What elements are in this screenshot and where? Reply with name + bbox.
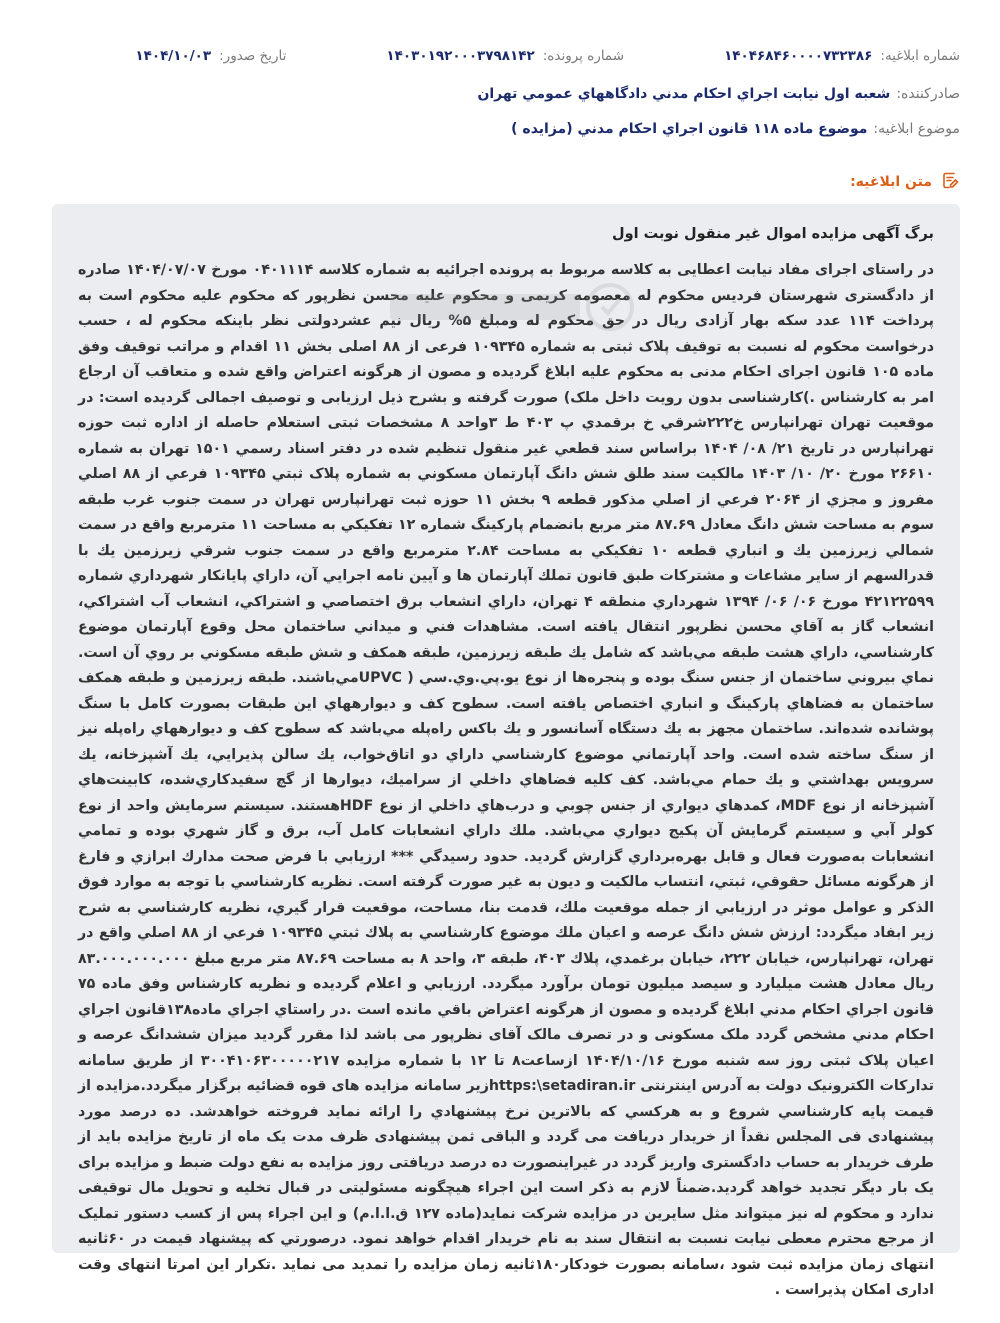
case-number [386,48,624,64]
subject-line [40,121,960,137]
meta-row [40,48,960,64]
case-number-label: شماره پرونده: [542,48,625,64]
case-number-value: ۱۴۰۳۰۱۹۲۰۰۰۳۷۹۸۱۴۲ [386,48,535,64]
issuer-value: شعبه اول نيابت اجراي احكام مدني دادگاههاي عمومي تهران [477,86,891,102]
issue-date-label: تاريخ صدور: [219,48,287,64]
issue-date [135,48,286,64]
notice-text-title-label: متن ابلاغيه: [850,174,932,190]
notice-heading: برگ آگهی مزایده اموال غیر منقول نوبت اول [612,226,934,242]
notice-body: در راستای اجرای مفاد نیابت اعطایی به کلاسه مربوط به پرونده اجرائیه به شماره کلاسه ۰۴۰۱۱۱۴ مورخ ۱۴۰۴/۰۷/۰۷ صادره از دادگستری شهرستان فردیس محکوم له معصومه کریمی و محکوم علیه محسن نظرپور که محکوم علیه محکوم است به پرداخت ۱۱۴ عدد سکه بهار آزادی ریال در حق محکوم له ومبلغ ۵% ریال نیم عشردولتی نظر باینکه محکوم له ، حسب درخواست محکوم له نسبت به توقیف پلاک ثبتی به شماره ۱۰۹۳۴۵ فرعی از ۸۸ اصلی بخش ۱۱ اقدام و مراتب توقیف وفق ماده ۱۰۵ قانون اجرای احکام مدنی به محکوم علیه ابلاغ گردیده و مصون از هرگونه اعتراض واقع شده و متعاقب آن ارجاع امر به کارشناس .)کارشناسی بدون رویت داخل ملک) صورت گرفته و بشرح ذیل ارزیابی و توصیف اجمالی گردیده است: در موقعیت تهران تهرانپارس خ۲۲۲شرقي خ برقمدي پ ۴۰۳ ط ۳واحد ۸ مشخصات ثبتی استعلام حاصله از اداره ثبت حوزه تهرانپارس در تاریخ ۲۱/ ۰۸/ ۱۴۰۴ براساس سند قطعي غير منقول تنظيم شده در دفتر اسناد رسمي ۱۵۰۱ تهران به شماره ۲۶۶۱۰ مورخ ۲۰/ ۱۰/ ۱۴۰۳ مالکيت سند طلق شش دانگ آپارتمان مسکوني به شماره پلاک ثبتي ۱۰۹۳۴۵ فرعي از ۸۸ اصلي مفروز و مجزي از ۲۰۶۴ فرعي از اصلي مذکور قطعه ۹ بخش ۱۱ حوزه ثبت تهرانپارس تهران در سمت جنوب غرب طبقه سوم به مساحت شش دانگ معادل ۸۷.۶۹ متر مربع بانضمام پارکينگ شماره ۱۲ تفکيکي به مساحت ۱۱ مترمربع واقع در سمت شمالي زيرزمين يك و انباري قطعه ۱۰ تفکيکي به مساحت ۲.۸۴ مترمربع واقع در سمت جنوب شرقي زيرزمين يك با قدرالسهم از ساير مشاعات و مشترکات طبق قانون تملك آپارتمان ها و آيين نامه اجرايي آن، داراي پايانکار شهرداري شماره ۴۲۱۲۲۵۹۹ مورخ ۰۶/ ۰۶/ ۱۳۹۴ شهرداري منطقه ۴ تهران، داراي انشعاب برق اختصاصي و اشتراکي، انشعاب آب اشتراکي، انشعاب گاز به آقاي محسن نظرپور انتقال يافته است. مشاهدات فني و ميداني ساختمان محل وقوع آپارتمان موضوع کارشناسي، داراي هشت طبقه مي‌باشد كه شامل يك طبقه زيرزمين، طبقه همكف و شش طبقه مسكوني بر روي آن است. نماي بيروني ساختمان از جنس سنگ بوده و پنجره‌ها از نوع يو.پي.وي.سي ( UPVCمي‌باشند. طبقه زيرزمين و طبقه همكف ساختمان به فضاهاي پاركينگ و انباري اختصاص يافته است. سطوح كف و ديوارههاي اين طبقات بصورت کامل با سنگ پوشانده شده‌اند. ساختمان مجهز به يك دستگاه آسانسور و يك باكس راه‌پله مي‌باشد كه سطوح كف و ديوارههاي راه‌پله نيز از سنگ ساخته شده است. واحد آپارتماني موضوع كارشناسي داراي دو اتاق‌خواب، يك سالن پذيرايي، يك آشپزخانه، يك سرويس بهداشتي و يك حمام مي‌باشد. كف كليه فضاهاي داخلي از سراميك، ديوارها از گچ سفيدكاري‌شده، كابينت‌هاي آشپزخانه از نوع MDF، كمدهاي ديواري از جنس چوبي و درب‌هاي داخلي از نوع HDFهستند. سيستم سرمايش واحد از نوع كولر آبي و سيستم گرمايش آن پكيج ديواري مي‌باشد. ملك داراي انشعابات كامل آب، برق و گاز شهري بوده و تمامي انشعابات به‌صورت فعال و قابل بهره‌برداري گزارش گرديد. حدود رسيدگي *** ارزيابي با فرض صحت مدارك ابرازي و فارغ از هرگونه مسائل حقوقي، ثبتي، انتساب مالكيت و ديون به غير صورت گرفته است. نظريه كارشناسي با توجه به موارد فوق الذكر و عوامل موثر در ارزيابي از جمله موقعيت ملك، قدمت بنا، مساحت، موقعيت قرار گيري، نظريه كارشناسي به شرح زير ابفاد ميگردد: ارزش شش دانگ عرصه و اعيان ملك موضوع كارشناسي به پلاك ثبتي ۱۰۹۳۴۵ فرعي از ۸۸ اصلي واقع در تهران، تهرانپارس، خيابان ۲۲۲، خيابان برغمدي، پلاك ۴۰۳، طبقه ۳، واحد ۸ به مساحت ۸۷.۶۹ متر مربع مبلغ ۸۳.۰۰۰.۰۰۰.۰۰۰ ريال معادل هشت ميليارد و سيصد ميليون تومان برآورد ميگردد. ارزيابي و اعلام گرديده و نظريه كارشناس وفق ماده ۷۵ قانون اجراي احكام مدني ابلاغ گرديده و مصون از هرگونه اعتراض باقي مانده است .در راستاي اجراي ماده۱۳۸قانون اجراي احكام مدني مشخص گردد ملک مسکونی و در تصرف مالک آقای نظرپور می باشد لذا مقرر گردید ميزان ششدانگ عرصه و اعيان پلاک ثبتی روز سه شنبه مورخ ۱۴۰۴/۱۰/۱۶ ازساعت۸ تا ۱۲ با شماره مزايده ۳۰۰۴۱۰۶۳۰۰۰۰۰۲۱۷ از طريق سامانه تدارکات الکترونیک دولت به آدرس اينترنتی https:\setadiran.irزير سامانه مزايده های قوه قضائيه برگزار ميگردد.مزايده از قيمت پايه كارشناسي شروع و به هركسي كه بالاترين نرخ پيشنهادي را ارائه نمايد فروخته خواهدشد. ده درصد مورد پيشنهادی فی المجلس نقداً از خريدار دريافت می گردد و الباقی ثمن پيشنهادی ظرف مدت يک ماه از تاريخ مزايده بايد از طرف خريدار به حساب دادگستری واريز گردد در غيراينصورت ده درصد دريافتی روز مزايده به نفع دولت ضبط و مزايده برای يک بار ديگر تجديد خواهد گرديد.ضمناً لازم به ذكر است اين اجراء هيچگونه مسئوليتی در قبال تخليه و تحويل مال توقيفی ندارد و محكوم له نيز ميتواند مثل سايرين در مزايده شركت نمايد(ماده ۱۲۷ ق.ا.ا.م) و اين اجراء پس از كسب دستور تمليک از مرجع محترم معطی نيابت نسبت به انتقال سند به نام خريدار اقدام خواهد نمود. درصورتي كه پيشنهاد قيمت در ۶۰ثانيه انتهای زمان مزايده ثبت شود ،سامانه بصورت خودكار۱۸۰ثانيه زمان مزايده را تمديد می نمايد .تكرار اين امرتا انتهای وقت اداری امكان پذيراست . [78,262,935,1298]
subject-value: موضوع ماده ۱۱۸ قانون اجراي احكام مدني (مزايده ) [511,121,868,137]
notice-number-value: ۱۴۰۴۶۸۴۶۰۰۰۰۷۳۲۳۸۶ [724,48,873,64]
issuer-line [40,86,960,102]
subject-label: موضوع ابلاغيه: [873,121,960,137]
issuer-label: صادرکننده: [896,86,960,102]
notice-number [724,48,960,64]
document-edit-icon [932,170,960,194]
notice-text-title [850,170,960,194]
notice-number-label: شماره ابلاغيه: [880,48,960,64]
issue-date-value: ۱۴۰۴/۱۰/۰۳ [135,48,212,64]
notice-content-box [52,204,960,1298]
